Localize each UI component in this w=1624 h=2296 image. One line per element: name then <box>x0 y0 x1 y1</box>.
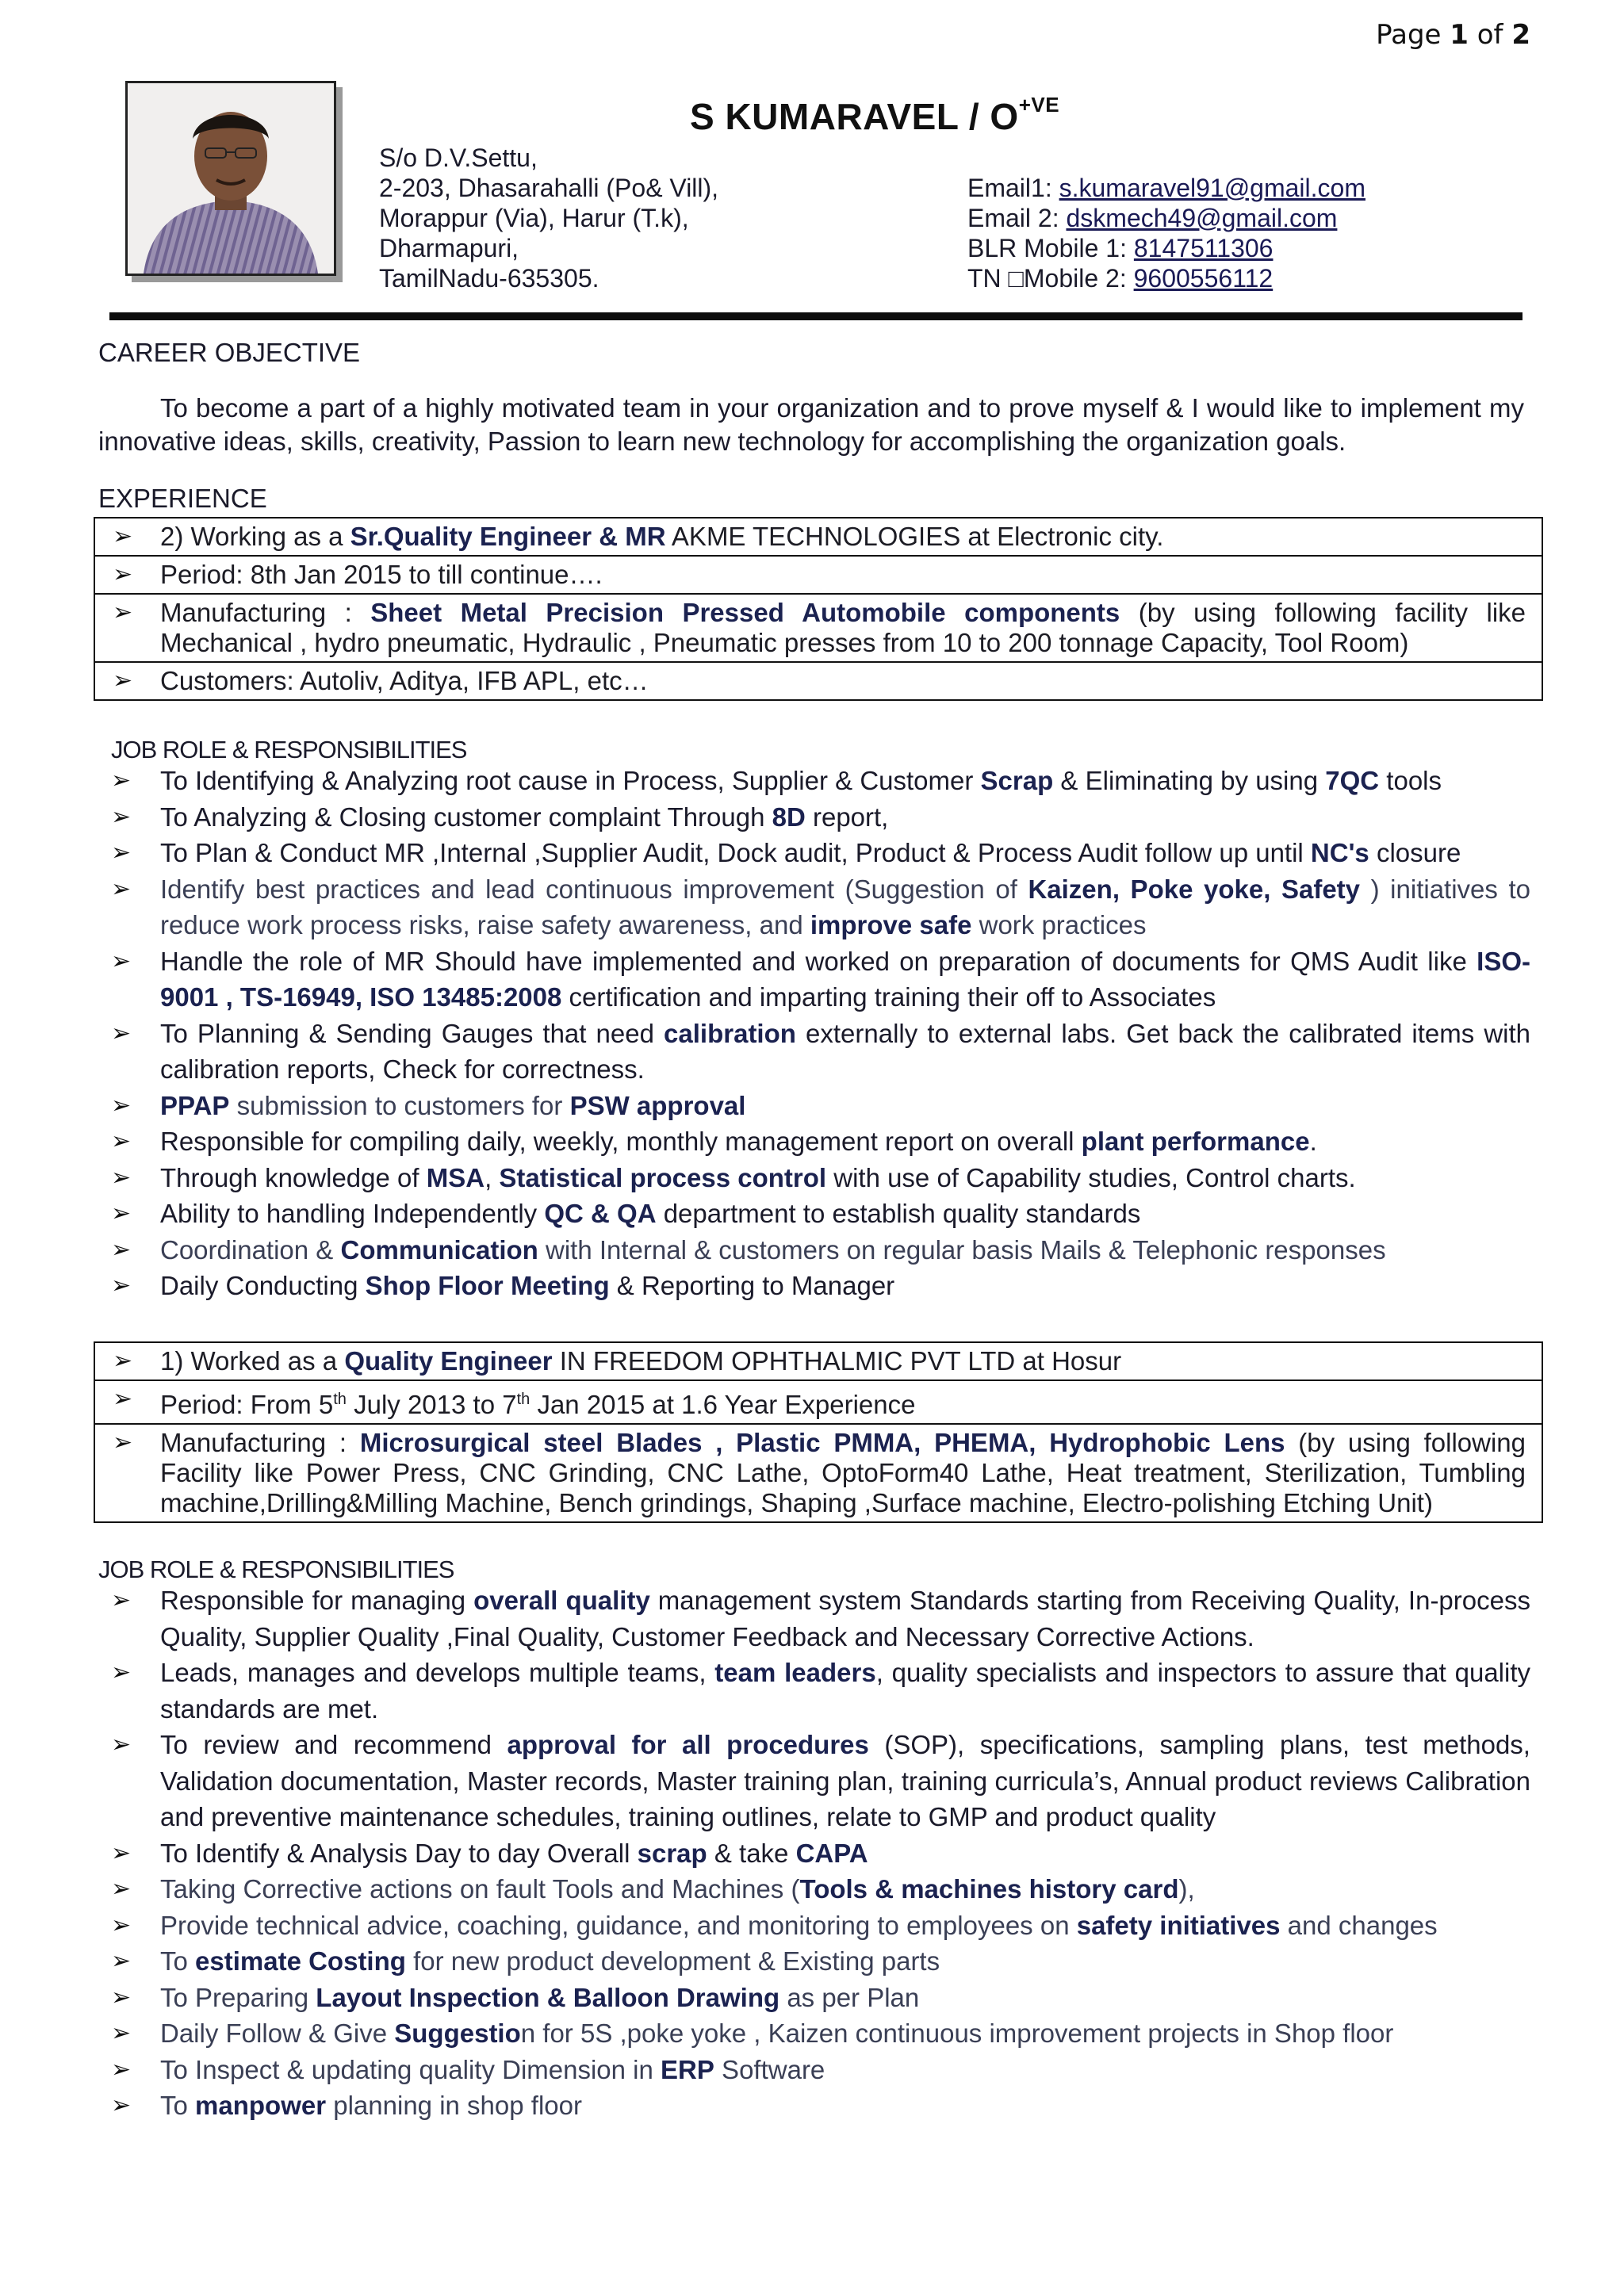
profile-photo <box>125 81 336 276</box>
email-2-link[interactable]: dskmech49@gmail.com <box>1066 204 1338 232</box>
arrow-bullet-icon: ➢ <box>111 1911 132 1938</box>
arrow-bullet-icon: ➢ <box>111 1659 132 1686</box>
list-item: ➢ Daily Follow & Give Suggestion for 5S ,poke yoke , Kaizen continuous improvement projects in Shop floor <box>95 2015 1530 2052</box>
job-2-summary-box <box>94 1341 1543 1523</box>
arrow-bullet-icon: ➢ <box>111 1092 132 1119</box>
job-1-summary-box <box>94 517 1543 701</box>
arrow-bullet-icon: ➢ <box>111 2056 132 2083</box>
arrow-bullet-icon: ➢ <box>113 523 133 549</box>
arrow-bullet-icon: ➢ <box>111 1876 132 1902</box>
list-item: ➢ Taking Corrective actions on fault Tools and Machines (Tools & machines history card), <box>95 1871 1530 1908</box>
mobile-1: BLR Mobile 1: 8147511306 <box>967 234 1274 262</box>
list-item: ➢ To estimate Costing for new product development & Existing parts <box>95 1943 1530 1980</box>
arrow-bullet-icon: ➢ <box>111 1839 132 1866</box>
email-2: Email 2: dskmech49@gmail.com <box>967 204 1338 232</box>
arrow-bullet-icon: ➢ <box>111 767 132 794</box>
list-item: ➢ Provide technical advice, coaching, guidance, and monitoring to employees on safety initiatives and changes <box>95 1908 1530 1944</box>
list-item: ➢ To Inspect & updating quality Dimension in ERP Software <box>95 2052 1530 2088</box>
arrow-bullet-icon: ➢ <box>111 1948 132 1974</box>
arrow-bullet-icon: ➢ <box>111 1200 132 1226</box>
list-item: ➢ To Plan & Conduct MR ,Internal ,Supplier Audit, Dock audit, Product & Process Audit follow up until NC's closure <box>95 835 1530 871</box>
arrow-bullet-icon: ➢ <box>111 1272 132 1299</box>
job-1-period-row: ➢ Period: 8th Jan 2015 to till continue…. <box>95 557 1542 595</box>
arrow-bullet-icon: ➢ <box>111 1984 132 2011</box>
list-item: ➢ Identify best practices and lead continuous improvement (Suggestion of Kaizen, Poke yoke, Safety ) initiatives to reduce work process risks, raise safety awareness, and improve safe work practices <box>95 871 1530 943</box>
address-line: TamilNadu-635305. <box>379 264 599 293</box>
list-item: ➢ Responsible for compiling daily, weekly, monthly management report on overall plant performance. <box>95 1123 1530 1160</box>
list-item: ➢ Daily Conducting Shop Floor Meeting & Reporting to Manager <box>95 1268 1530 1304</box>
job-2-roles-heading: JOB ROLE & RESPONSIBILITIES <box>98 1556 454 1583</box>
address-line: Dharmapuri, <box>379 234 519 262</box>
job-1-manufacturing-row: ➢ Manufacturing : Sheet Metal Precision Pressed Automobile components (by using following facility like Mechanical , hydro pneumatic, Hydraulic , Pneumatic presses from 10 to 200 tonnage Capacity, Tool Room) <box>95 595 1542 663</box>
arrow-bullet-icon: ➢ <box>111 2020 132 2046</box>
list-item: ➢ Leads, manages and develops multiple teams, team leaders, quality specialists and inspectors to assure that quality standards are met. <box>95 1655 1530 1727</box>
arrow-bullet-icon: ➢ <box>113 1348 133 1374</box>
arrow-bullet-icon: ➢ <box>113 1429 133 1456</box>
arrow-bullet-icon: ➢ <box>111 1164 132 1191</box>
mobile-2-link[interactable]: 9600556112 <box>1133 264 1274 293</box>
list-item: ➢ To Identifying & Analyzing root cause in Process, Supplier & Customer Scrap & Eliminating by using 7QC tools <box>95 763 1530 799</box>
arrow-bullet-icon: ➢ <box>111 947 132 974</box>
arrow-bullet-icon: ➢ <box>111 840 132 866</box>
list-item: ➢ PPAP submission to customers for PSW approval <box>95 1088 1530 1124</box>
contact-details <box>967 173 1365 293</box>
candidate-name: S KUMARAVEL / $O^{+VE}$ <box>690 92 1060 137</box>
arrow-bullet-icon: ➢ <box>111 1732 132 1758</box>
arrow-bullet-icon: ➢ <box>113 561 133 587</box>
job-1-responsibilities-list <box>95 763 1530 1304</box>
list-item: ➢ To Identify & Analysis Day to day Overall scrap & take CAPA <box>95 1835 1530 1872</box>
list-item: ➢ To review and recommend approval for all procedures (SOP), specifications, sampling plans, test methods, Validation documentation, Master records, Master training plan, training curricula’s, Annual product reviews Calibration and preventive maintenance schedules, training outlines, relate to GMP and product quality <box>95 1727 1530 1835</box>
list-item: ➢ Through knowledge of MSA, Statistical process control with use of Capability studies, Control charts. <box>95 1160 1530 1196</box>
list-item: ➢ Ability to handling Independently QC & QA department to establish quality standards <box>95 1196 1530 1232</box>
arrow-bullet-icon: ➢ <box>111 1128 132 1154</box>
arrow-bullet-icon: ➢ <box>113 599 133 626</box>
arrow-bullet-icon: ➢ <box>111 1587 132 1613</box>
list-item: ➢ Handle the role of MR Should have implemented and worked on preparation of documents for QMS Audit like ISO-9001 , TS-16949, ISO 13485:2008 certification and imparting training their off to Associates <box>95 943 1530 1016</box>
person-silhouette-icon <box>128 83 334 274</box>
list-item: ➢ Coordination & Communication with Internal & customers on regular basis Mails & Telephonic responses <box>95 1232 1530 1269</box>
arrow-bullet-icon: ➢ <box>111 803 132 830</box>
list-item: ➢ To Planning & Sending Gauges that need calibration externally to external labs. Get back the calibrated items with calibration reports, Check for correctness. <box>95 1016 1530 1088</box>
arrow-bullet-icon: ➢ <box>111 1020 132 1047</box>
list-item: ➢ To Preparing Layout Inspection & Balloon Drawing as per Plan <box>95 1980 1530 2016</box>
address-line: Morappur (Via), Harur (T.k), <box>379 204 689 232</box>
list-item: ➢ Responsible for managing overall quality management system Standards starting from Receiving Quality, In-process Quality, Supplier Quality ,Final Quality, Customer Feedback and Necessary Corrective Actions. <box>95 1582 1530 1655</box>
mobile-1-link[interactable]: 8147511306 <box>1133 234 1274 262</box>
list-item: ➢ To Analyzing & Closing customer complaint Through 8D report, <box>95 799 1530 836</box>
arrow-bullet-icon: ➢ <box>111 2092 132 2118</box>
arrow-bullet-icon: ➢ <box>111 875 132 902</box>
career-objective-heading: CAREER OBJECTIVE <box>98 338 361 367</box>
address-line: 2-203, Dhasarahalli (Po& Vill), <box>379 174 719 202</box>
job-2-manufacturing-row: ➢ Manufacturing : Microsurgical steel Blades , Plastic PMMA, PHEMA, Hydrophobic Lens (by using following Facility like Power Press, CNC Grinding, CNC Lathe, OptoForm40 Lathe, Heat treatment, Sterilization, Tumbling machine,Drilling&Milling Machine, Bench grindings, Shaping ,Surface machine, Electro-polishing Etching Unit) <box>113 1428 1526 1517</box>
page-number: Page 1 of 2 <box>1376 19 1530 51</box>
job-2-period-row: ➢ Period: From 5th July 2013 to 7th Jan 2015 at 1.6 Year Experience <box>95 1381 1542 1425</box>
arrow-bullet-icon: ➢ <box>113 668 133 694</box>
job-1-roles-heading: JOB ROLE & RESPONSIBILITIES <box>111 736 467 763</box>
job-1-customers-row: ➢ Customers: Autoliv, Aditya, IFB APL, etc… <box>113 666 649 695</box>
email-1-link[interactable]: s.kumaravel91@gmail.com <box>1059 174 1365 202</box>
job-1-title-row: ➢ 2) Working as a Sr.Quality Engineer & MR AKME TECHNOLOGIES at Electronic city. <box>95 519 1542 557</box>
career-objective-text: To become a part of a highly motivated team in your organization and to prove myself & I would like to implement my innovative ideas, skills, creativity, Passion to learn new technology for accomplishing the organization goals. <box>98 393 1524 456</box>
job-2-title-row: ➢ 1) Worked as a Quality Engineer IN FREEDOM OPHTHALMIC PVT LTD at Hosur <box>95 1343 1542 1381</box>
job-2-responsibilities-list <box>95 1582 1530 2124</box>
postal-address <box>379 143 718 293</box>
email-1: Email1: s.kumaravel91@gmail.com <box>967 174 1365 202</box>
mobile-2: TN □Mobile 2: 9600556112 <box>967 264 1274 293</box>
arrow-bullet-icon: ➢ <box>113 1386 133 1412</box>
arrow-bullet-icon: ➢ <box>111 1236 132 1263</box>
header-divider <box>109 312 1522 320</box>
address-line: S/o D.V.Settu, <box>379 144 538 172</box>
list-item: ➢ To manpower planning in shop floor <box>95 2087 1530 2124</box>
experience-heading: EXPERIENCE <box>98 484 267 513</box>
